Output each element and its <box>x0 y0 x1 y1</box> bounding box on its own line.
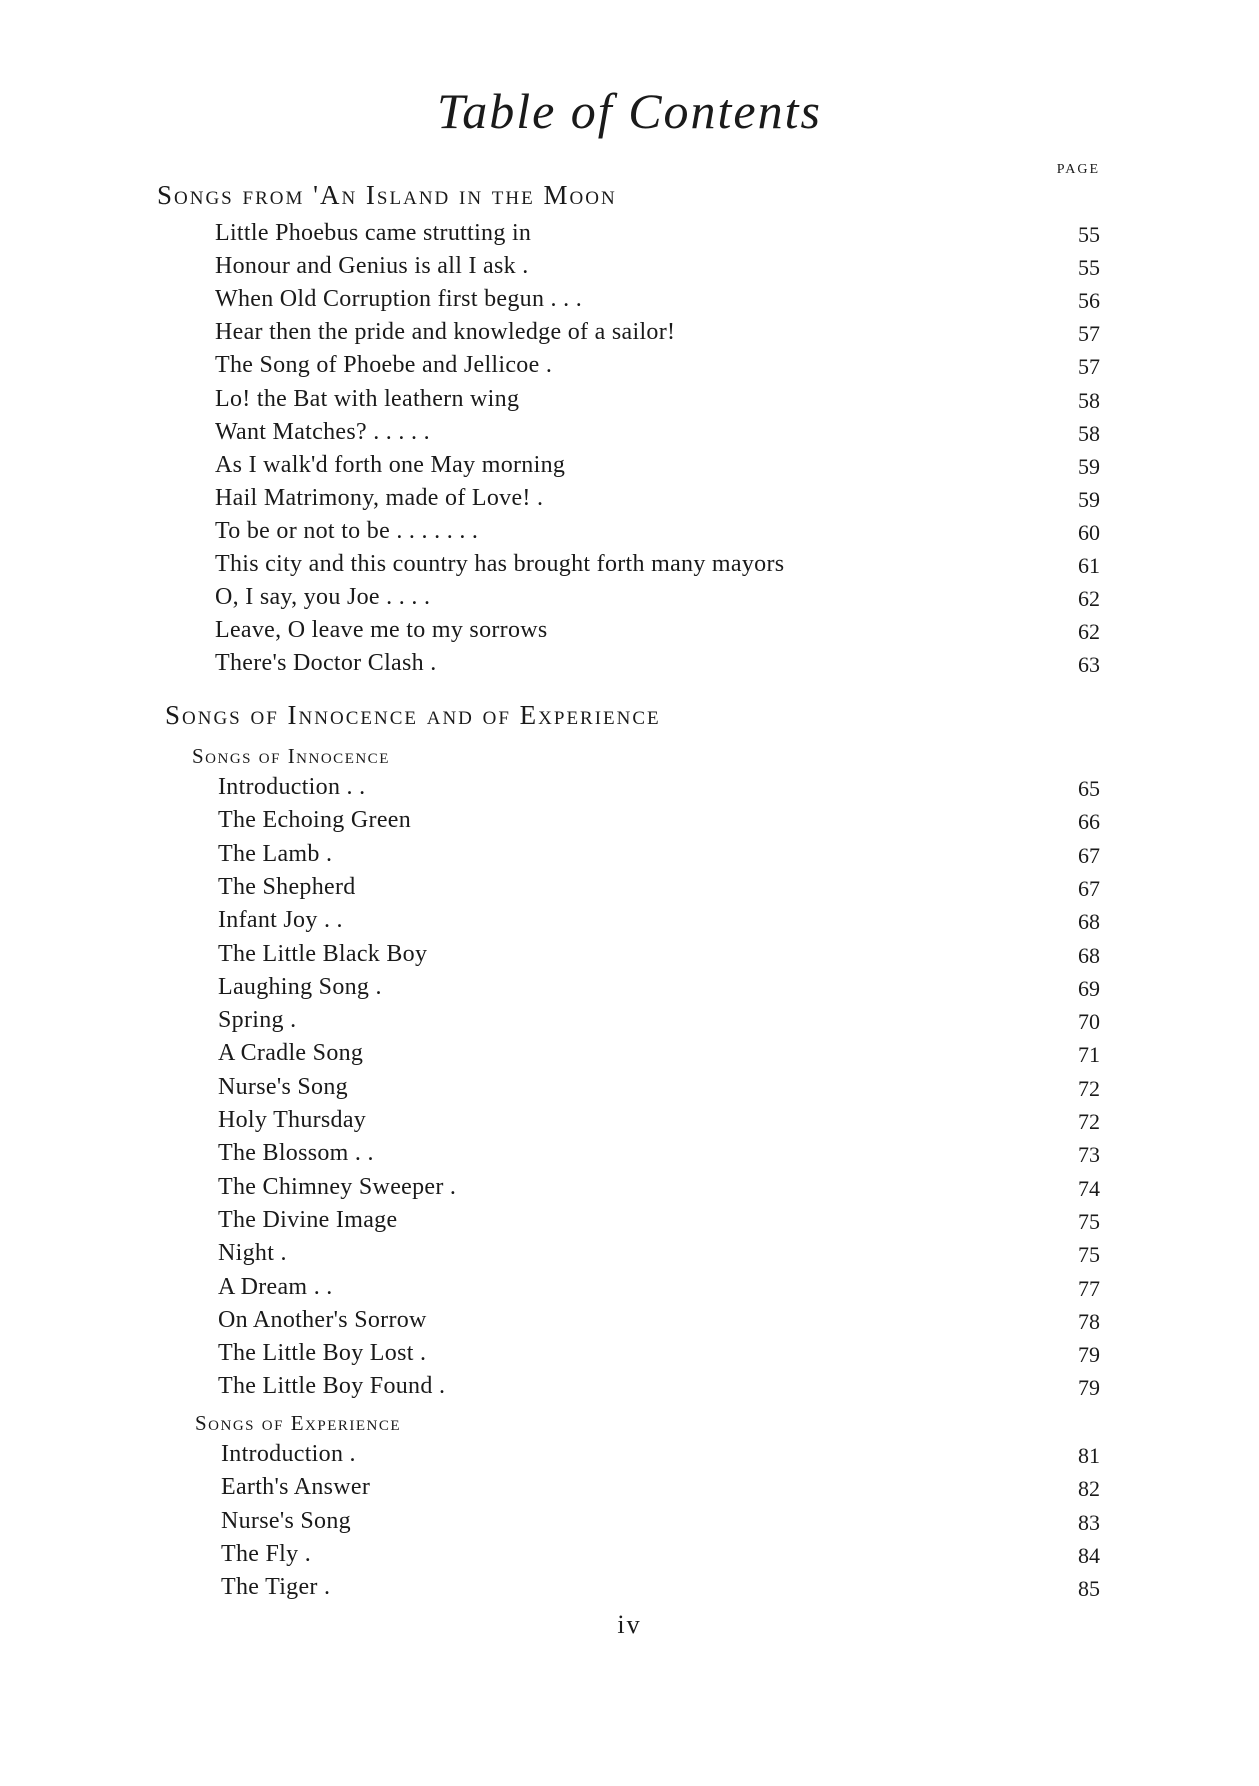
toc-entry-page: 84 <box>1078 1542 1100 1568</box>
toc-entry-page: 77 <box>1078 1275 1100 1301</box>
toc-entry-title: O, I say, you Joe . . . . <box>215 584 431 611</box>
toc-entry-page: 72 <box>1078 1075 1100 1101</box>
toc-entry <box>0 1207 1259 1240</box>
toc-entry-title: Infant Joy . . <box>218 907 343 934</box>
toc-entry-page: 70 <box>1078 1009 1100 1035</box>
toc-entry <box>0 1107 1259 1140</box>
toc-entry-page: 62 <box>1078 586 1100 612</box>
toc-entry-title: The Blossom . . <box>218 1140 374 1167</box>
toc-entry-page: 56 <box>1078 288 1100 314</box>
toc-entry <box>0 319 1259 352</box>
toc-entry-page: 74 <box>1078 1175 1100 1201</box>
toc-entry-page: 58 <box>1078 387 1100 413</box>
toc-entry-page: 69 <box>1078 975 1100 1001</box>
toc-entry <box>0 650 1259 683</box>
toc-entry-title: Honour and Genius is all I ask . <box>215 253 529 280</box>
toc-entry-page: 83 <box>1078 1509 1100 1535</box>
toc-entry-page: 85 <box>1078 1576 1100 1602</box>
toc-entry <box>0 974 1259 1007</box>
toc-entry-title: Hail Matrimony, made of Love! . <box>215 484 544 511</box>
toc-entry-title: The Tiger . <box>221 1574 331 1601</box>
toc-entry <box>0 1140 1259 1173</box>
toc-entry-page: 75 <box>1078 1242 1100 1268</box>
page-title: Table of Contents <box>437 83 822 139</box>
toc-entry-title: Holy Thursday <box>218 1107 367 1133</box>
toc-entry-page: 71 <box>1078 1042 1100 1068</box>
toc-entry-title: The Fly . <box>221 1540 312 1567</box>
toc-entry-page: 55 <box>1078 255 1100 281</box>
toc-entry-title: The Little Boy Lost . <box>218 1340 427 1367</box>
toc-entry-page: 65 <box>1078 776 1100 801</box>
toc-entry-page: 58 <box>1078 420 1100 446</box>
toc-entry-title: The Divine Image <box>218 1206 398 1233</box>
page-folio: iv <box>617 1610 642 1639</box>
toc-entry <box>0 1074 1259 1107</box>
toc-entry <box>0 1040 1259 1073</box>
toc-entry <box>0 253 1259 286</box>
toc-entry-title: A Dream . . <box>218 1273 333 1300</box>
toc-entry-title: The Lamb . <box>218 840 333 867</box>
toc-entry-title: Leave, O leave me to my sorrows <box>215 617 548 644</box>
toc-entry-page: 62 <box>1078 619 1100 645</box>
toc-entry-title: Laughing Song . <box>218 973 382 1000</box>
toc-entry <box>0 1174 1259 1207</box>
toc-entry-page: 59 <box>1078 453 1100 479</box>
toc-entry <box>0 452 1259 485</box>
toc-entry <box>0 584 1259 617</box>
toc-entry-title: When Old Corruption first begun . . . <box>215 286 583 313</box>
toc-entry <box>0 485 1259 518</box>
section-heading-island-moon: Songs from 'An Island in the Moon <box>157 180 617 210</box>
toc-entry-page: 68 <box>1078 942 1100 968</box>
toc-entry <box>0 352 1259 385</box>
toc-entry-page: 59 <box>1078 486 1100 512</box>
toc-entry-page: 57 <box>1078 354 1100 380</box>
toc-entry <box>0 617 1259 650</box>
toc-entry-title: Lo! the Bat with leathern wing <box>215 385 520 412</box>
toc-entry-title: Spring . <box>218 1007 297 1034</box>
toc-entry-page: 63 <box>1078 652 1100 678</box>
toc-entry-title: The Shepherd <box>218 873 356 900</box>
toc-entry-title: Little Phoebus came strutting in <box>215 220 532 246</box>
toc-entry-page: 61 <box>1078 553 1100 578</box>
toc-entry-title: The Echoing Green <box>218 807 412 834</box>
subsection-heading-experience: Songs of Experience <box>195 1411 402 1435</box>
toc-entry-page: 57 <box>1078 321 1100 347</box>
toc-entry-title: Hear then the pride and knowledge of a sailor! <box>215 319 676 346</box>
toc-entry <box>0 1307 1259 1340</box>
subsection-heading-innocence: Songs of Innocence <box>192 744 390 768</box>
toc-entry-page: 60 <box>1078 519 1100 545</box>
toc-entry-title: Earth's Answer <box>221 1474 371 1501</box>
toc-entry-page: 68 <box>1078 909 1100 935</box>
toc-entry <box>0 1441 1259 1474</box>
toc-entry-title: The Chimney Sweeper . <box>218 1173 457 1200</box>
toc-entry-title: This city and this country has brought forth many mayors <box>215 551 785 577</box>
toc-entry-page: 81 <box>1078 1443 1100 1468</box>
toc-entry <box>0 518 1259 551</box>
toc-entry-title: On Another's Sorrow <box>218 1306 427 1333</box>
toc-entry-page: 73 <box>1078 1142 1100 1168</box>
page-column-label: PAGE <box>1056 162 1100 177</box>
toc-entry-title: The Song of Phoebe and Jellicoe . <box>215 352 553 379</box>
toc-entry-page: 75 <box>1078 1208 1100 1234</box>
toc-entry <box>0 807 1259 840</box>
toc-entry-page: 72 <box>1078 1109 1100 1134</box>
toc-entry-title: Want Matches? . . . . . <box>215 418 430 445</box>
toc-entry-title: The Little Black Boy <box>218 940 428 967</box>
toc-entry-page: 78 <box>1078 1308 1100 1334</box>
toc-entry-title: Nurse's Song <box>221 1507 351 1534</box>
toc-entry-title: To be or not to be . . . . . . . <box>215 517 479 544</box>
toc-entry-title: The Little Boy Found . <box>218 1373 446 1400</box>
toc-entry <box>0 907 1259 940</box>
toc-entry <box>0 1240 1259 1273</box>
toc-entry <box>0 220 1259 253</box>
toc-entry-page: 67 <box>1078 875 1100 901</box>
toc-entry <box>0 419 1259 452</box>
section-heading-innocence-experience: Songs of Innocence and of Experience <box>165 700 661 730</box>
toc-entry <box>0 841 1259 874</box>
toc-entry <box>0 1007 1259 1040</box>
toc-entry <box>0 286 1259 319</box>
toc-entry-title: Introduction . . <box>218 774 366 800</box>
toc-entry <box>0 1373 1259 1406</box>
toc-entry <box>0 386 1259 419</box>
toc-entry <box>0 1274 1259 1307</box>
toc-entry-page: 82 <box>1078 1476 1100 1502</box>
toc-entry-page: 66 <box>1078 809 1100 835</box>
toc-entry <box>0 1474 1259 1507</box>
toc-entry-title: Night . <box>218 1240 287 1267</box>
toc-entry-title: There's Doctor Clash . <box>215 650 437 677</box>
toc-entry <box>0 774 1259 807</box>
toc-entry-title: Introduction . <box>221 1441 356 1467</box>
toc-entry <box>0 941 1259 974</box>
toc-entry <box>0 1508 1259 1541</box>
toc-entry-page: 79 <box>1078 1342 1100 1368</box>
toc-entry <box>0 1574 1259 1607</box>
toc-entry-page: 55 <box>1078 222 1100 247</box>
toc-entry <box>0 1541 1259 1574</box>
toc-entry-page: 67 <box>1078 842 1100 868</box>
toc-entry-page: 79 <box>1078 1375 1100 1401</box>
toc-entry <box>0 1340 1259 1373</box>
toc-entry-title: Nurse's Song <box>218 1073 348 1100</box>
toc-entry-title: A Cradle Song <box>218 1040 364 1067</box>
toc-entry-title: As I walk'd forth one May morning <box>215 451 566 478</box>
toc-entry <box>0 874 1259 907</box>
toc-entry <box>0 551 1259 584</box>
